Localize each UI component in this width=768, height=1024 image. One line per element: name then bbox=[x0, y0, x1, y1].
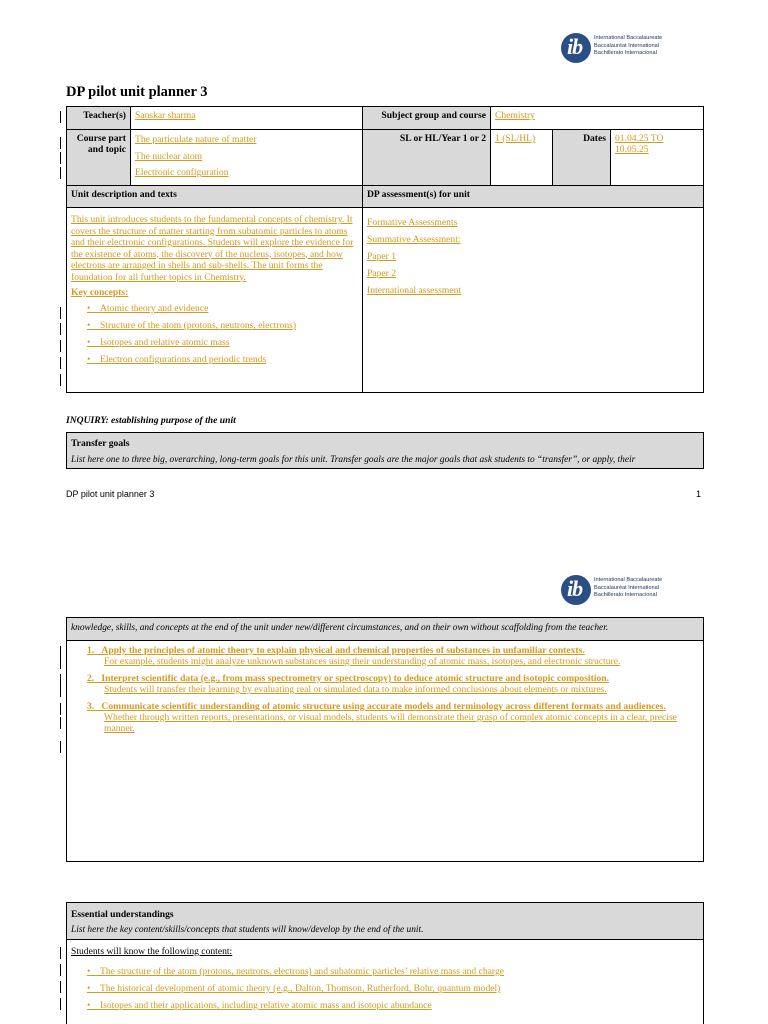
change-bar bbox=[60, 167, 61, 179]
change-bar bbox=[60, 717, 61, 729]
assessment-2[interactable]: Summative Assessment: bbox=[367, 234, 461, 245]
essential-understandings-box bbox=[66, 902, 704, 940]
ib-logo bbox=[561, 33, 671, 69]
logo-line-2: Baccalauréat International bbox=[594, 584, 659, 591]
essential-item-2[interactable]: • The historical development of atomic theory (e.g., Dalton, Thomson, Rutherford, Bohr, quantum model) bbox=[87, 983, 501, 994]
unit-desc-label: Unit description and texts bbox=[67, 186, 363, 208]
logo-line-3: Bachillerato Internacional bbox=[594, 50, 657, 57]
dates-label: Dates bbox=[553, 130, 611, 186]
assessment-3[interactable]: Paper 1 bbox=[367, 251, 397, 262]
essential-heading: Essential understandings bbox=[71, 909, 174, 920]
essential-item-3[interactable]: • Isotopes and their applications, including relative atomic mass and isotopic abundance bbox=[87, 1000, 432, 1011]
assessment-5[interactable]: International assessment bbox=[367, 285, 462, 296]
transfer-heading: Transfer goals bbox=[71, 438, 130, 449]
change-bar bbox=[60, 998, 61, 1010]
unit-info-table bbox=[66, 106, 704, 393]
change-bar bbox=[60, 111, 61, 123]
course-part-2[interactable]: The nuclear atom bbox=[135, 150, 203, 162]
key-concepts-label[interactable]: Key concepts: bbox=[71, 287, 129, 298]
essential-content bbox=[66, 938, 704, 1024]
assessment-1[interactable]: Formative Assessments bbox=[367, 217, 458, 228]
subject-value[interactable]: Chemistry bbox=[495, 110, 535, 121]
key-concept-1[interactable]: • Atomic theory and evidence bbox=[87, 303, 209, 314]
assessment-4[interactable]: Paper 2 bbox=[367, 268, 397, 279]
teacher-value[interactable]: Sanskar sharma bbox=[135, 110, 196, 121]
key-concept-2[interactable]: • Structure of the atom (protons, neutrons, electrons) bbox=[87, 320, 297, 331]
logo-line-1: International Baccalaureate bbox=[594, 35, 663, 41]
change-bar bbox=[60, 374, 61, 386]
logo-line-3: Bachillerato Internacional bbox=[594, 592, 657, 599]
ib-logo bbox=[561, 575, 671, 611]
transfer-instruction-1: List here one to three big, overarching, long-term goals for this unit. Transfer goals are the major goals that ask students to “transfer”, or apply, their bbox=[71, 455, 636, 465]
transfer-goals-content bbox=[66, 639, 704, 862]
change-bar bbox=[60, 307, 61, 319]
sl-hl-value[interactable]: 1 (SL/HL) bbox=[495, 133, 536, 144]
essential-instruction: List here the key content/skills/concepts that students will know/develop by the end of the unit. bbox=[71, 925, 424, 935]
key-concept-3[interactable]: • Isotopes and relative atomic mass bbox=[87, 337, 230, 348]
unit-description[interactable]: This unit introduces students to the fundamental concepts of chemistry. It covers the structure of matter starting from subatomic particles to atoms and their electronic configurations. Students will explore the evidence for the existence of atoms, the discovery of the nucleus, isotopes, and how electrons are arranged in shells and sub-shells. The unit forms the foundation for all further topics in Chemistry. bbox=[71, 214, 354, 283]
dates-value[interactable]: 01.04.25 TO 10.05.25 bbox=[615, 133, 664, 155]
page-number: 1 bbox=[696, 489, 702, 499]
course-part-3[interactable]: Electronic configuration bbox=[135, 167, 229, 178]
assessment-label: DP assessment(s) for unit bbox=[363, 186, 704, 208]
essential-item-1[interactable]: • The structure of the atom (protons, neutrons, electrons) and subatomic particles’ relative mass and charge bbox=[87, 966, 504, 977]
footer-text: DP pilot unit planner 3 bbox=[66, 489, 155, 499]
change-bar bbox=[60, 964, 61, 976]
logo-line-1: International Baccalaureate bbox=[594, 577, 663, 583]
change-bar bbox=[60, 323, 61, 335]
inquiry-heading: INQUIRY: establishing purpose of the unit bbox=[66, 415, 236, 426]
change-bar bbox=[60, 357, 61, 369]
course-part-1[interactable]: The particulate nature of matter bbox=[135, 134, 257, 145]
change-bar bbox=[60, 947, 61, 959]
logo-line-2: Baccalauréat International bbox=[594, 42, 659, 49]
change-bar bbox=[60, 657, 61, 669]
essential-intro: Students will know the following content: bbox=[71, 946, 233, 957]
key-concepts-list bbox=[71, 300, 358, 368]
change-bar bbox=[60, 703, 61, 715]
page-title: DP pilot unit planner 3 bbox=[66, 84, 208, 100]
transfer-goals-box bbox=[66, 432, 704, 469]
transfer-goal-2[interactable]: 2. Interpret scientific data (e.g., from mass spectrometry or spectroscopy) to deduce atomic structure and isotopic composition. Students will transfer their learning by evaluating real or simulated data to make informed conclusions about elements or mixtures. bbox=[87, 673, 609, 695]
change-bar bbox=[60, 981, 61, 993]
change-bar bbox=[60, 685, 61, 697]
ib-logo-mark: ib bbox=[561, 33, 591, 63]
transfer-instruction-2: knowledge, skills, and concepts at the end of the unit under new/different circumstances, and on their own without scaffolding from the teacher. bbox=[71, 623, 609, 633]
transfer-instruction-box bbox=[66, 617, 704, 641]
change-bar bbox=[60, 137, 61, 149]
change-bar bbox=[60, 741, 61, 753]
course-part-label: Course part and topic bbox=[67, 130, 131, 186]
key-concept-4[interactable]: • Electron configurations and periodic trends bbox=[87, 354, 267, 365]
transfer-goal-1[interactable]: 1. Apply the principles of atomic theory to explain physical and chemical properties of substances in unfamiliar contexts. For example, students might analyze unknown substances using their understanding of atomic mass, isotopes, and electronic structure. bbox=[87, 645, 621, 667]
change-bar bbox=[60, 340, 61, 352]
teacher-label: Teacher(s) bbox=[67, 107, 131, 130]
transfer-goal-3[interactable]: 3. Communicate scientific understanding of atomic structure using accurate models and terminology across different formats and audiences. Whether through written reports, presentations, or visual models, students will demonstrate their grasp of complex atomic concepts in a clear, precise manner. bbox=[87, 701, 677, 734]
subject-label: Subject group and course bbox=[363, 107, 491, 130]
change-bar bbox=[60, 152, 61, 164]
ib-logo-mark: ib bbox=[561, 575, 591, 605]
sl-hl-label: SL or HL/Year 1 or 2 bbox=[363, 130, 491, 186]
